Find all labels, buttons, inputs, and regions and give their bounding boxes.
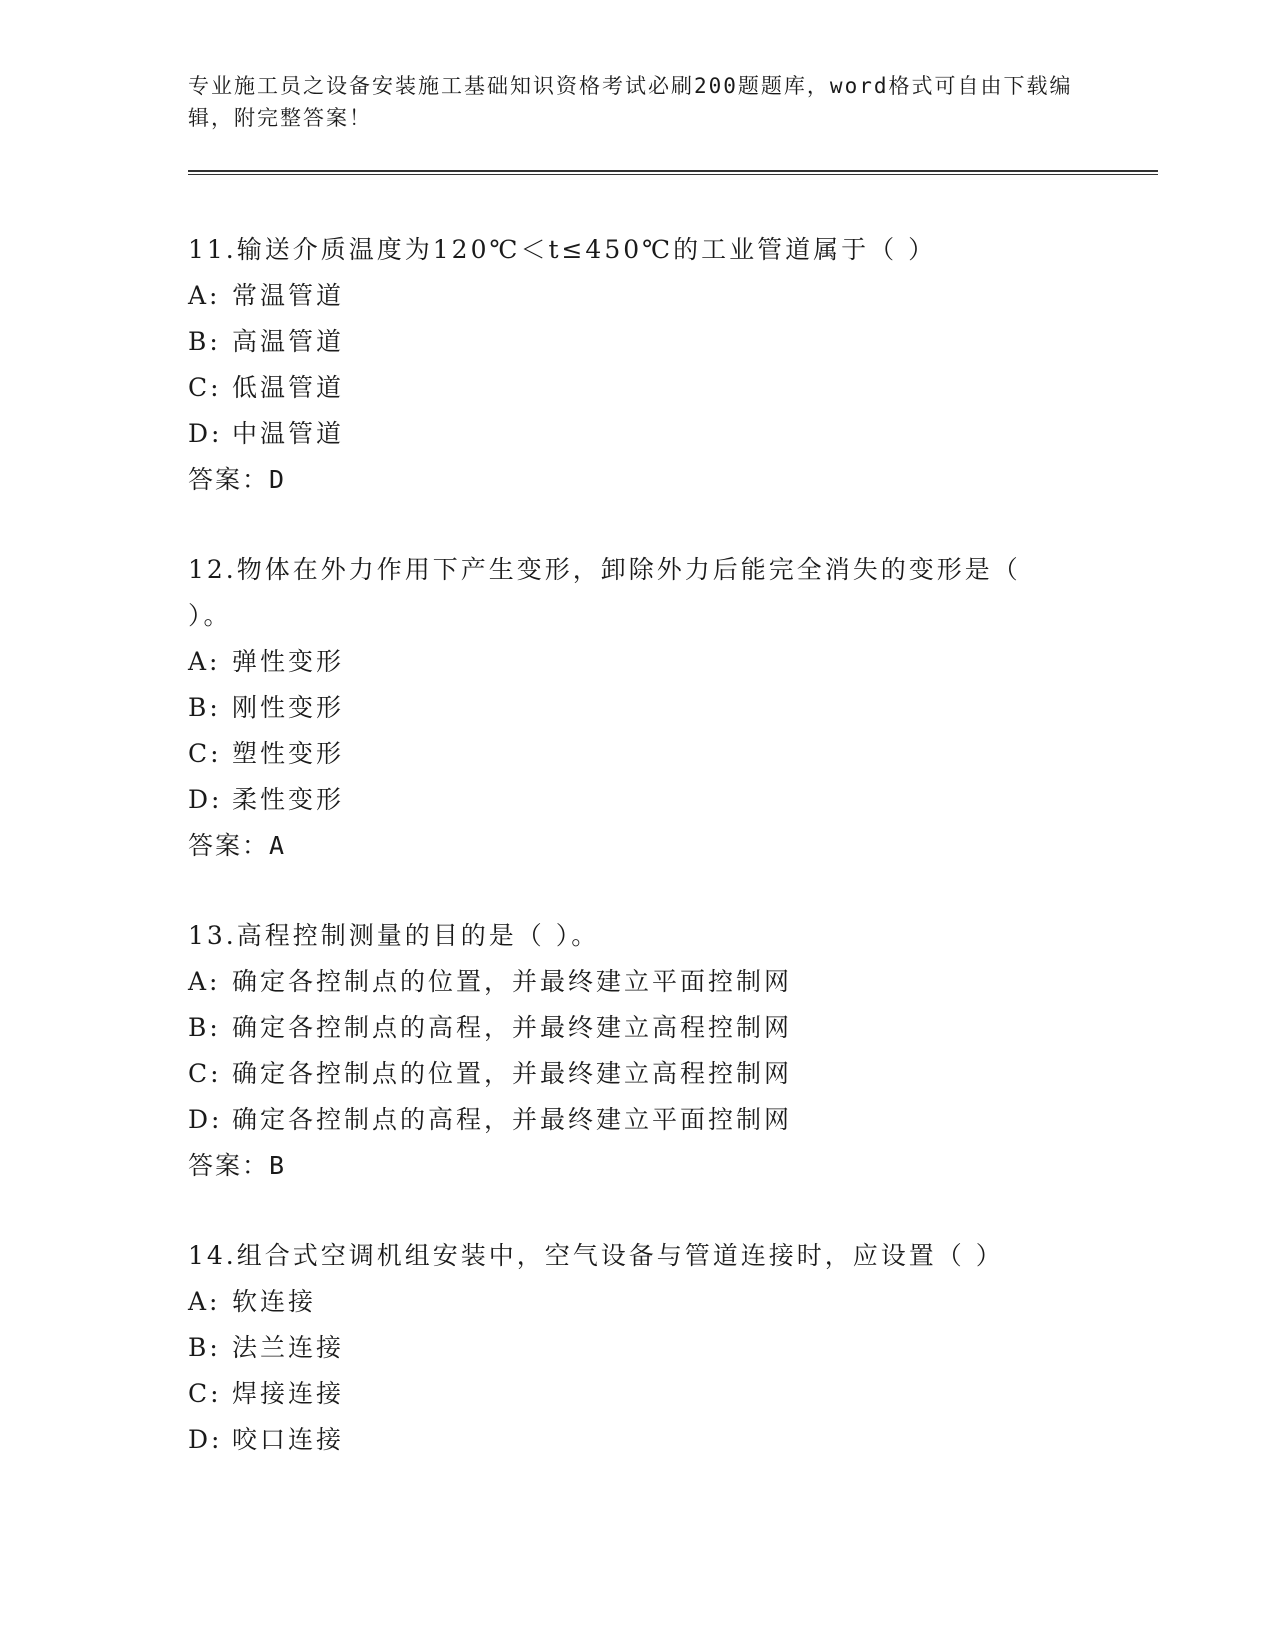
option-text: 柔性变形 bbox=[232, 785, 345, 814]
answer-line: 答案：B bbox=[188, 1151, 287, 1180]
option-b bbox=[188, 685, 1158, 731]
question-14 bbox=[188, 1233, 1158, 1463]
question-list bbox=[188, 227, 1158, 1463]
option-text: 软连接 bbox=[232, 1287, 317, 1316]
document-header: 专业施工员之设备安装施工基础知识资格考试必刷200题题库，word格式可自由下载编辑，附完整答案！ bbox=[188, 74, 1073, 130]
option-a bbox=[188, 959, 1158, 1005]
option-key: D: bbox=[188, 1105, 223, 1134]
option-c bbox=[188, 365, 1158, 411]
option-a bbox=[188, 273, 1158, 319]
option-text: 确定各控制点的位置，并最终建立高程控制网 bbox=[232, 1059, 793, 1088]
option-key: B: bbox=[188, 1013, 221, 1042]
option-c bbox=[188, 1051, 1158, 1097]
option-key: B: bbox=[188, 693, 221, 722]
option-key: A: bbox=[188, 967, 221, 996]
option-d bbox=[188, 411, 1158, 457]
option-b bbox=[188, 1325, 1158, 1371]
option-text: 咬口连接 bbox=[232, 1425, 345, 1454]
option-text: 中温管道 bbox=[232, 419, 345, 448]
question-stem: 11.输送介质温度为120℃＜t≤450℃的工业管道属于（ ） bbox=[188, 235, 937, 264]
option-text: 常温管道 bbox=[232, 281, 345, 310]
header-divider bbox=[188, 170, 1158, 175]
option-key: C: bbox=[188, 1059, 222, 1088]
option-d bbox=[188, 1417, 1158, 1463]
option-text: 弹性变形 bbox=[232, 647, 345, 676]
option-a bbox=[188, 1279, 1158, 1325]
option-d bbox=[188, 1097, 1158, 1143]
document-page bbox=[188, 70, 1158, 1507]
option-c bbox=[188, 731, 1158, 777]
option-key: A: bbox=[188, 647, 221, 676]
question-stem: 14.组合式空调机组安装中，空气设备与管道连接时，应设置（ ） bbox=[188, 1241, 1004, 1270]
question-stem: 13.高程控制测量的目的是（ ）。 bbox=[188, 921, 600, 950]
option-text: 法兰连接 bbox=[232, 1333, 345, 1362]
option-key: D: bbox=[188, 1425, 223, 1454]
question-12 bbox=[188, 547, 1158, 869]
option-text: 确定各控制点的高程，并最终建立高程控制网 bbox=[232, 1013, 793, 1042]
option-key: C: bbox=[188, 373, 222, 402]
option-key: B: bbox=[188, 1333, 221, 1362]
option-text: 确定各控制点的高程，并最终建立平面控制网 bbox=[232, 1105, 793, 1134]
option-key: C: bbox=[188, 739, 222, 768]
option-text: 确定各控制点的位置，并最终建立平面控制网 bbox=[232, 967, 793, 996]
option-text: 低温管道 bbox=[232, 373, 345, 402]
option-key: A: bbox=[188, 1287, 221, 1316]
option-key: D: bbox=[188, 785, 223, 814]
option-b bbox=[188, 1005, 1158, 1051]
option-key: C: bbox=[188, 1379, 222, 1408]
option-d bbox=[188, 777, 1158, 823]
option-key: B: bbox=[188, 327, 221, 356]
answer-line: 答案：D bbox=[188, 465, 287, 494]
option-c bbox=[188, 1371, 1158, 1417]
question-13 bbox=[188, 913, 1158, 1189]
option-a bbox=[188, 639, 1158, 685]
option-key: D: bbox=[188, 419, 223, 448]
option-text: 焊接连接 bbox=[232, 1379, 345, 1408]
question-11 bbox=[188, 227, 1158, 503]
option-b bbox=[188, 319, 1158, 365]
option-text: 高温管道 bbox=[232, 327, 345, 356]
option-key: A: bbox=[188, 281, 221, 310]
option-text: 塑性变形 bbox=[232, 739, 345, 768]
answer-line: 答案：A bbox=[188, 831, 287, 860]
option-text: 刚性变形 bbox=[232, 693, 345, 722]
question-stem: 12.物体在外力作用下产生变形，卸除外力后能完全消失的变形是（ ）。 bbox=[188, 555, 1021, 630]
